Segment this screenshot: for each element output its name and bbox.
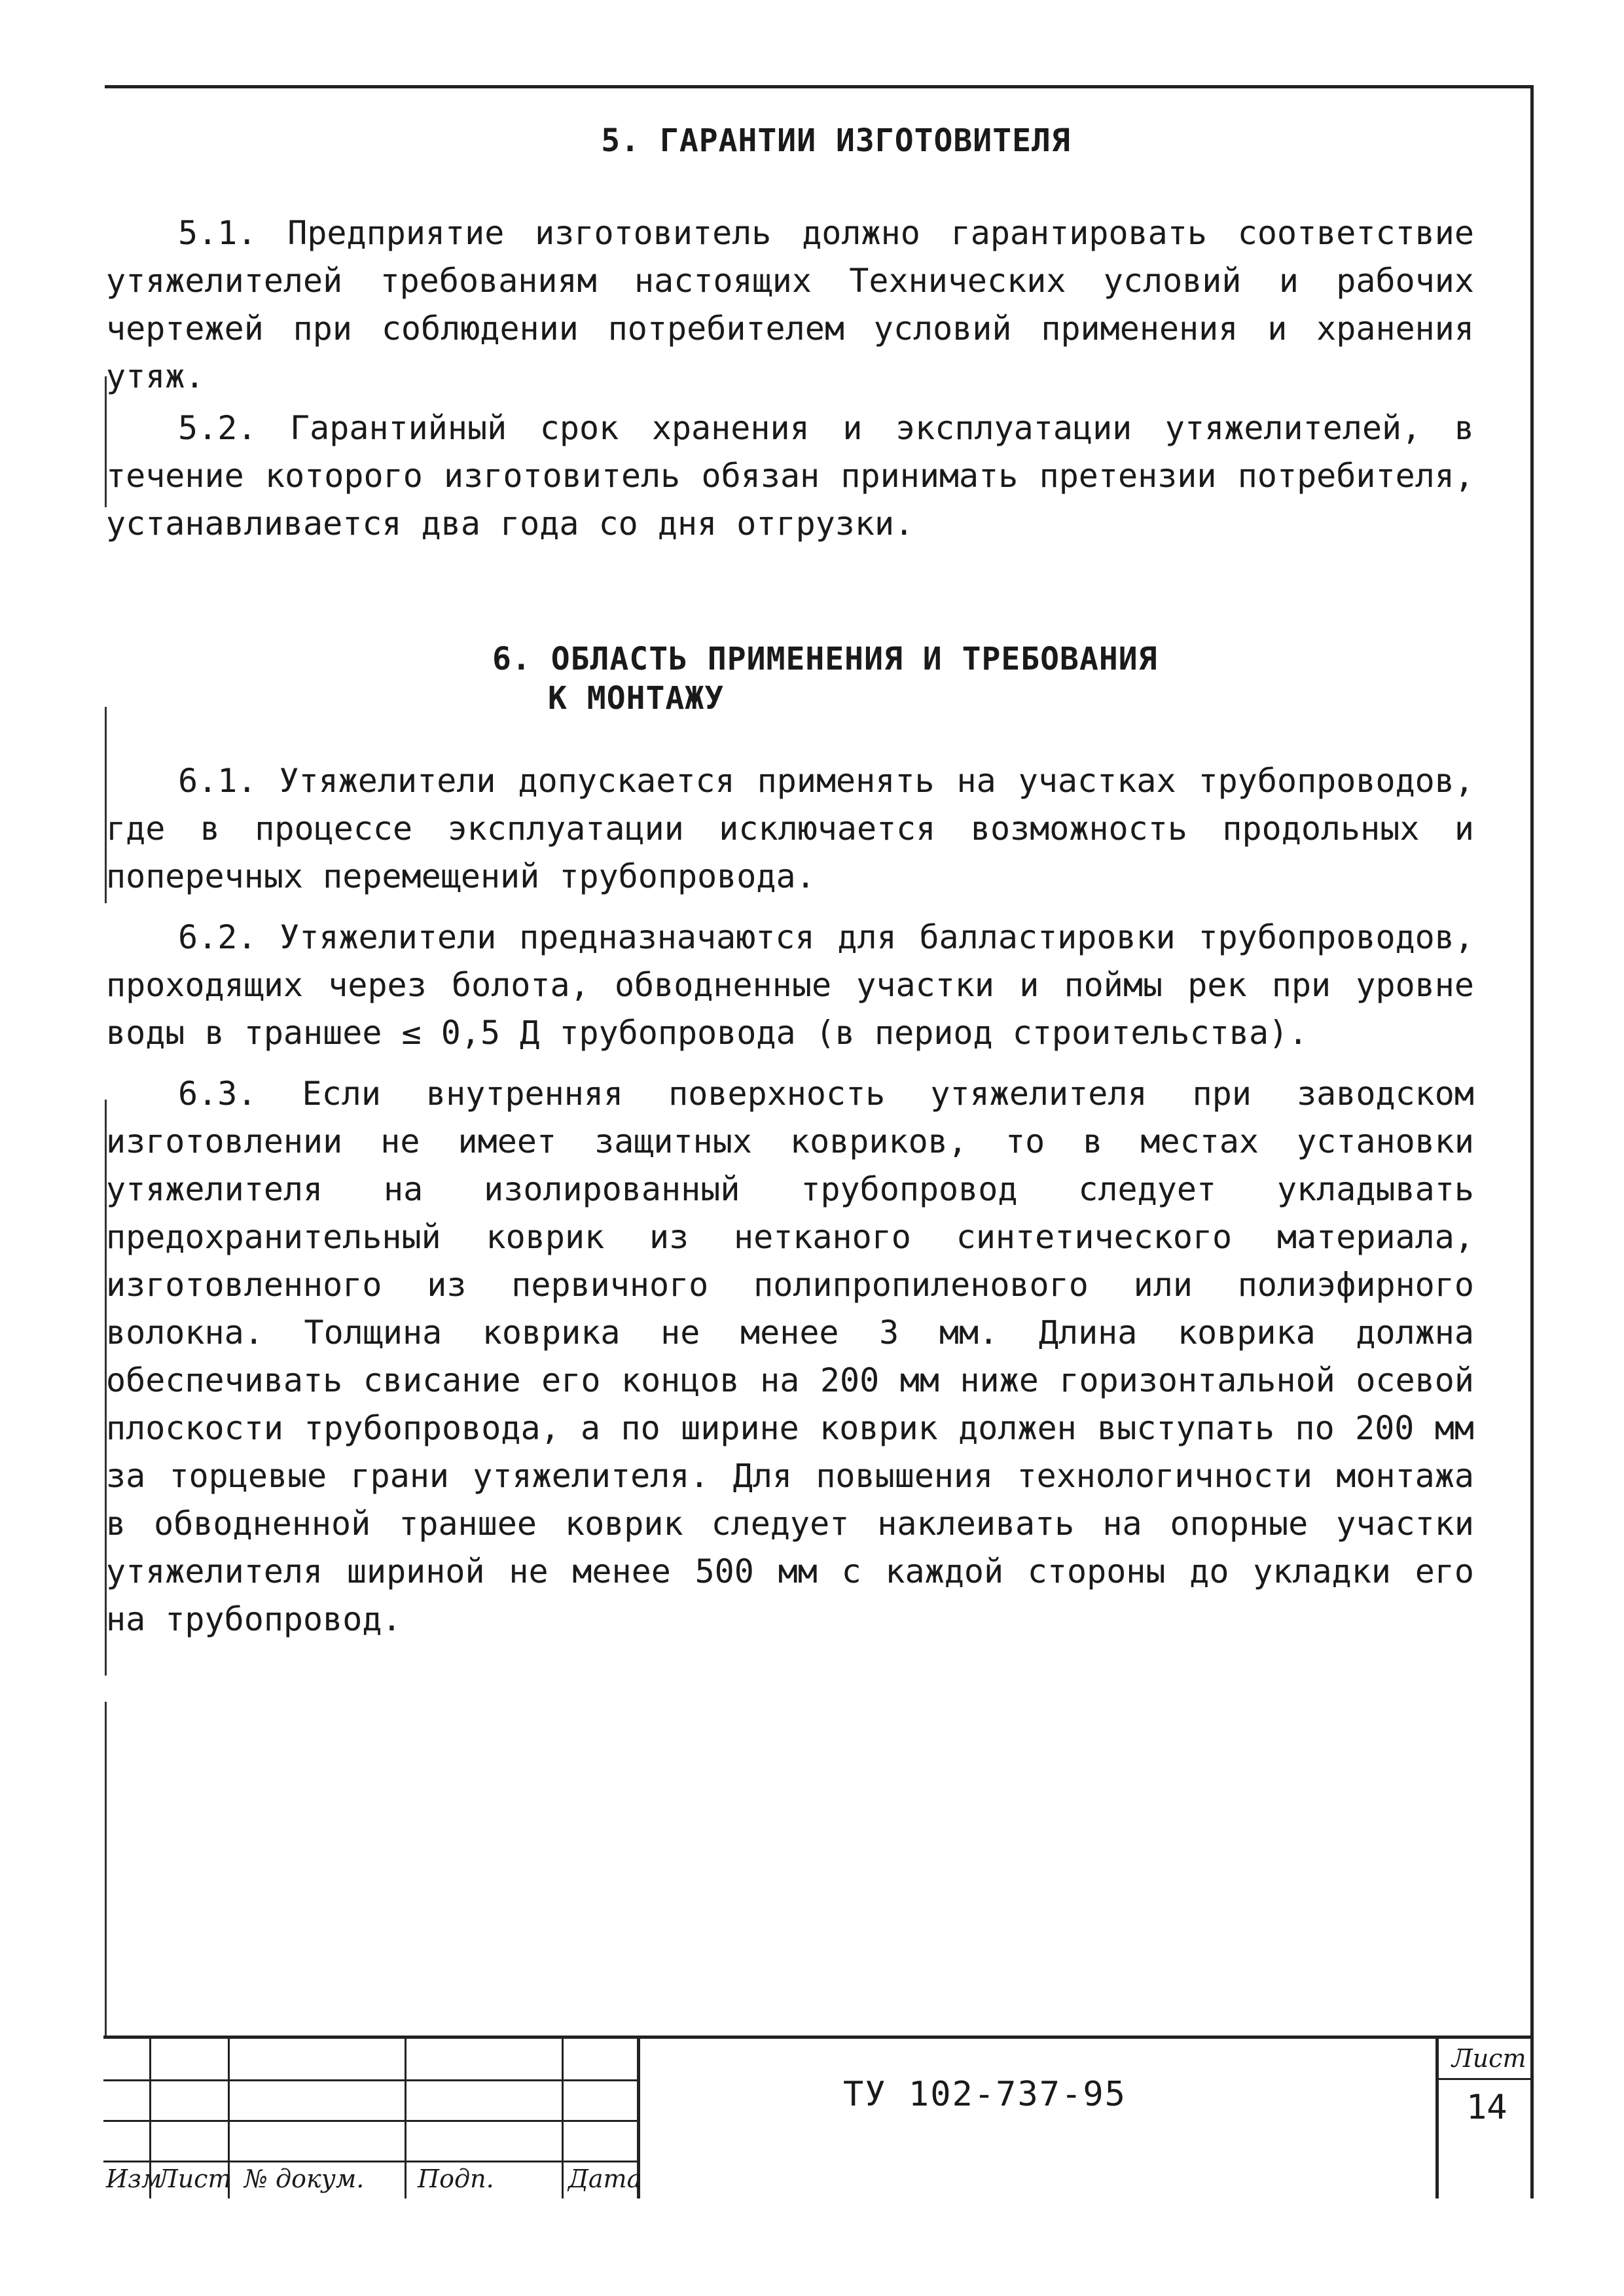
revision-grid (103, 2039, 640, 2198)
document-body (106, 121, 1474, 1657)
grid-line (103, 2161, 637, 2162)
grid-line (103, 2079, 637, 2081)
sheet-label: Лист (1452, 2044, 1526, 2073)
title-block (103, 2036, 1530, 2198)
paragraph-6-2: 6.2. Утяжелители предназначаются для балластировки трубопроводов, проходящих через болота, обводненные участки и поймы рек при уровне воды в траншее ≤ 0,5 Д трубопровода (в период строительства). (106, 918, 1474, 1052)
sheet-number: 14 (1466, 2088, 1507, 2127)
grid-line (562, 2039, 564, 2198)
stamp-label-doc: № докум. (244, 2164, 365, 2193)
stamp-label-list: Лист (157, 2164, 232, 2193)
stamp-label-izm: Изм (106, 2164, 162, 2193)
sheet-box (1435, 2039, 1534, 2198)
stamp-label-date: Дата (568, 2164, 642, 2193)
paragraph-6-1: 6.1. Утяжелители допускается применять на участках трубопроводов, где в процессе эксплуатации исключается возможность продольных и поперечных перемещений трубопровода. (106, 762, 1474, 895)
section-6-title-line1: 6. ОБЛАСТЬ ПРИМЕНЕНИЯ И ТРЕБОВАНИЯ (492, 641, 1158, 677)
section-6-title (106, 639, 1474, 718)
grid-line (405, 2039, 406, 2198)
paragraph-6-3: 6.3. Если внутренняя поверхность утяжелителя при заводском изготовлении не имеет защитных ковриков, то в местах установки утяжелителя на изолированный трубопровод следует укладывать предохранительный коврик из нетканого синтетического материала, изготовленного из первичного полипропиленового или полиэфирного волокна. Толщина коврика не менее 3 мм. Длина коврика должна обеспечивать свисание его концов на 200 мм ниже горизонтальной осевой плоскости трубопровода, а по ширине коврик должен выступать по 200 мм за торцевые грани утяжелителя. Для повышения технологичности монтажа в обводненной траншее коврик следует наклеивать на опорные участки утяжелителя шириной не менее 500 мм с каждой стороны до укладки его на трубопровод. (106, 1075, 1474, 1638)
document-number: ТУ 102-737-95 (843, 2075, 1127, 2114)
paragraph-5-2: 5.2. Гарантийный срок хранения и эксплуатации утяжелителей, в течение которого изготовитель обязан принимать претензии потребителя, устанавливается два года со дня отгрузки. (106, 409, 1474, 543)
grid-line (103, 2120, 637, 2122)
stamp-label-sign: Подп. (418, 2164, 494, 2193)
paragraph-5-1: 5.1. Предприятие изготовитель должно гарантировать соответствие утяжелителей требованиям настоящих Технических условий и рабочих чертежей при соблюдении потребителем условий применения и хранения утяж. (106, 214, 1474, 395)
section-6-title-line2: К МОНТАЖУ (548, 680, 725, 717)
section-5-title: 5. ГАРАНТИИ ИЗГОТОВИТЕЛЯ (601, 122, 1071, 159)
sheet-box-divider (1439, 2078, 1534, 2080)
margin-mark (105, 1702, 107, 2036)
